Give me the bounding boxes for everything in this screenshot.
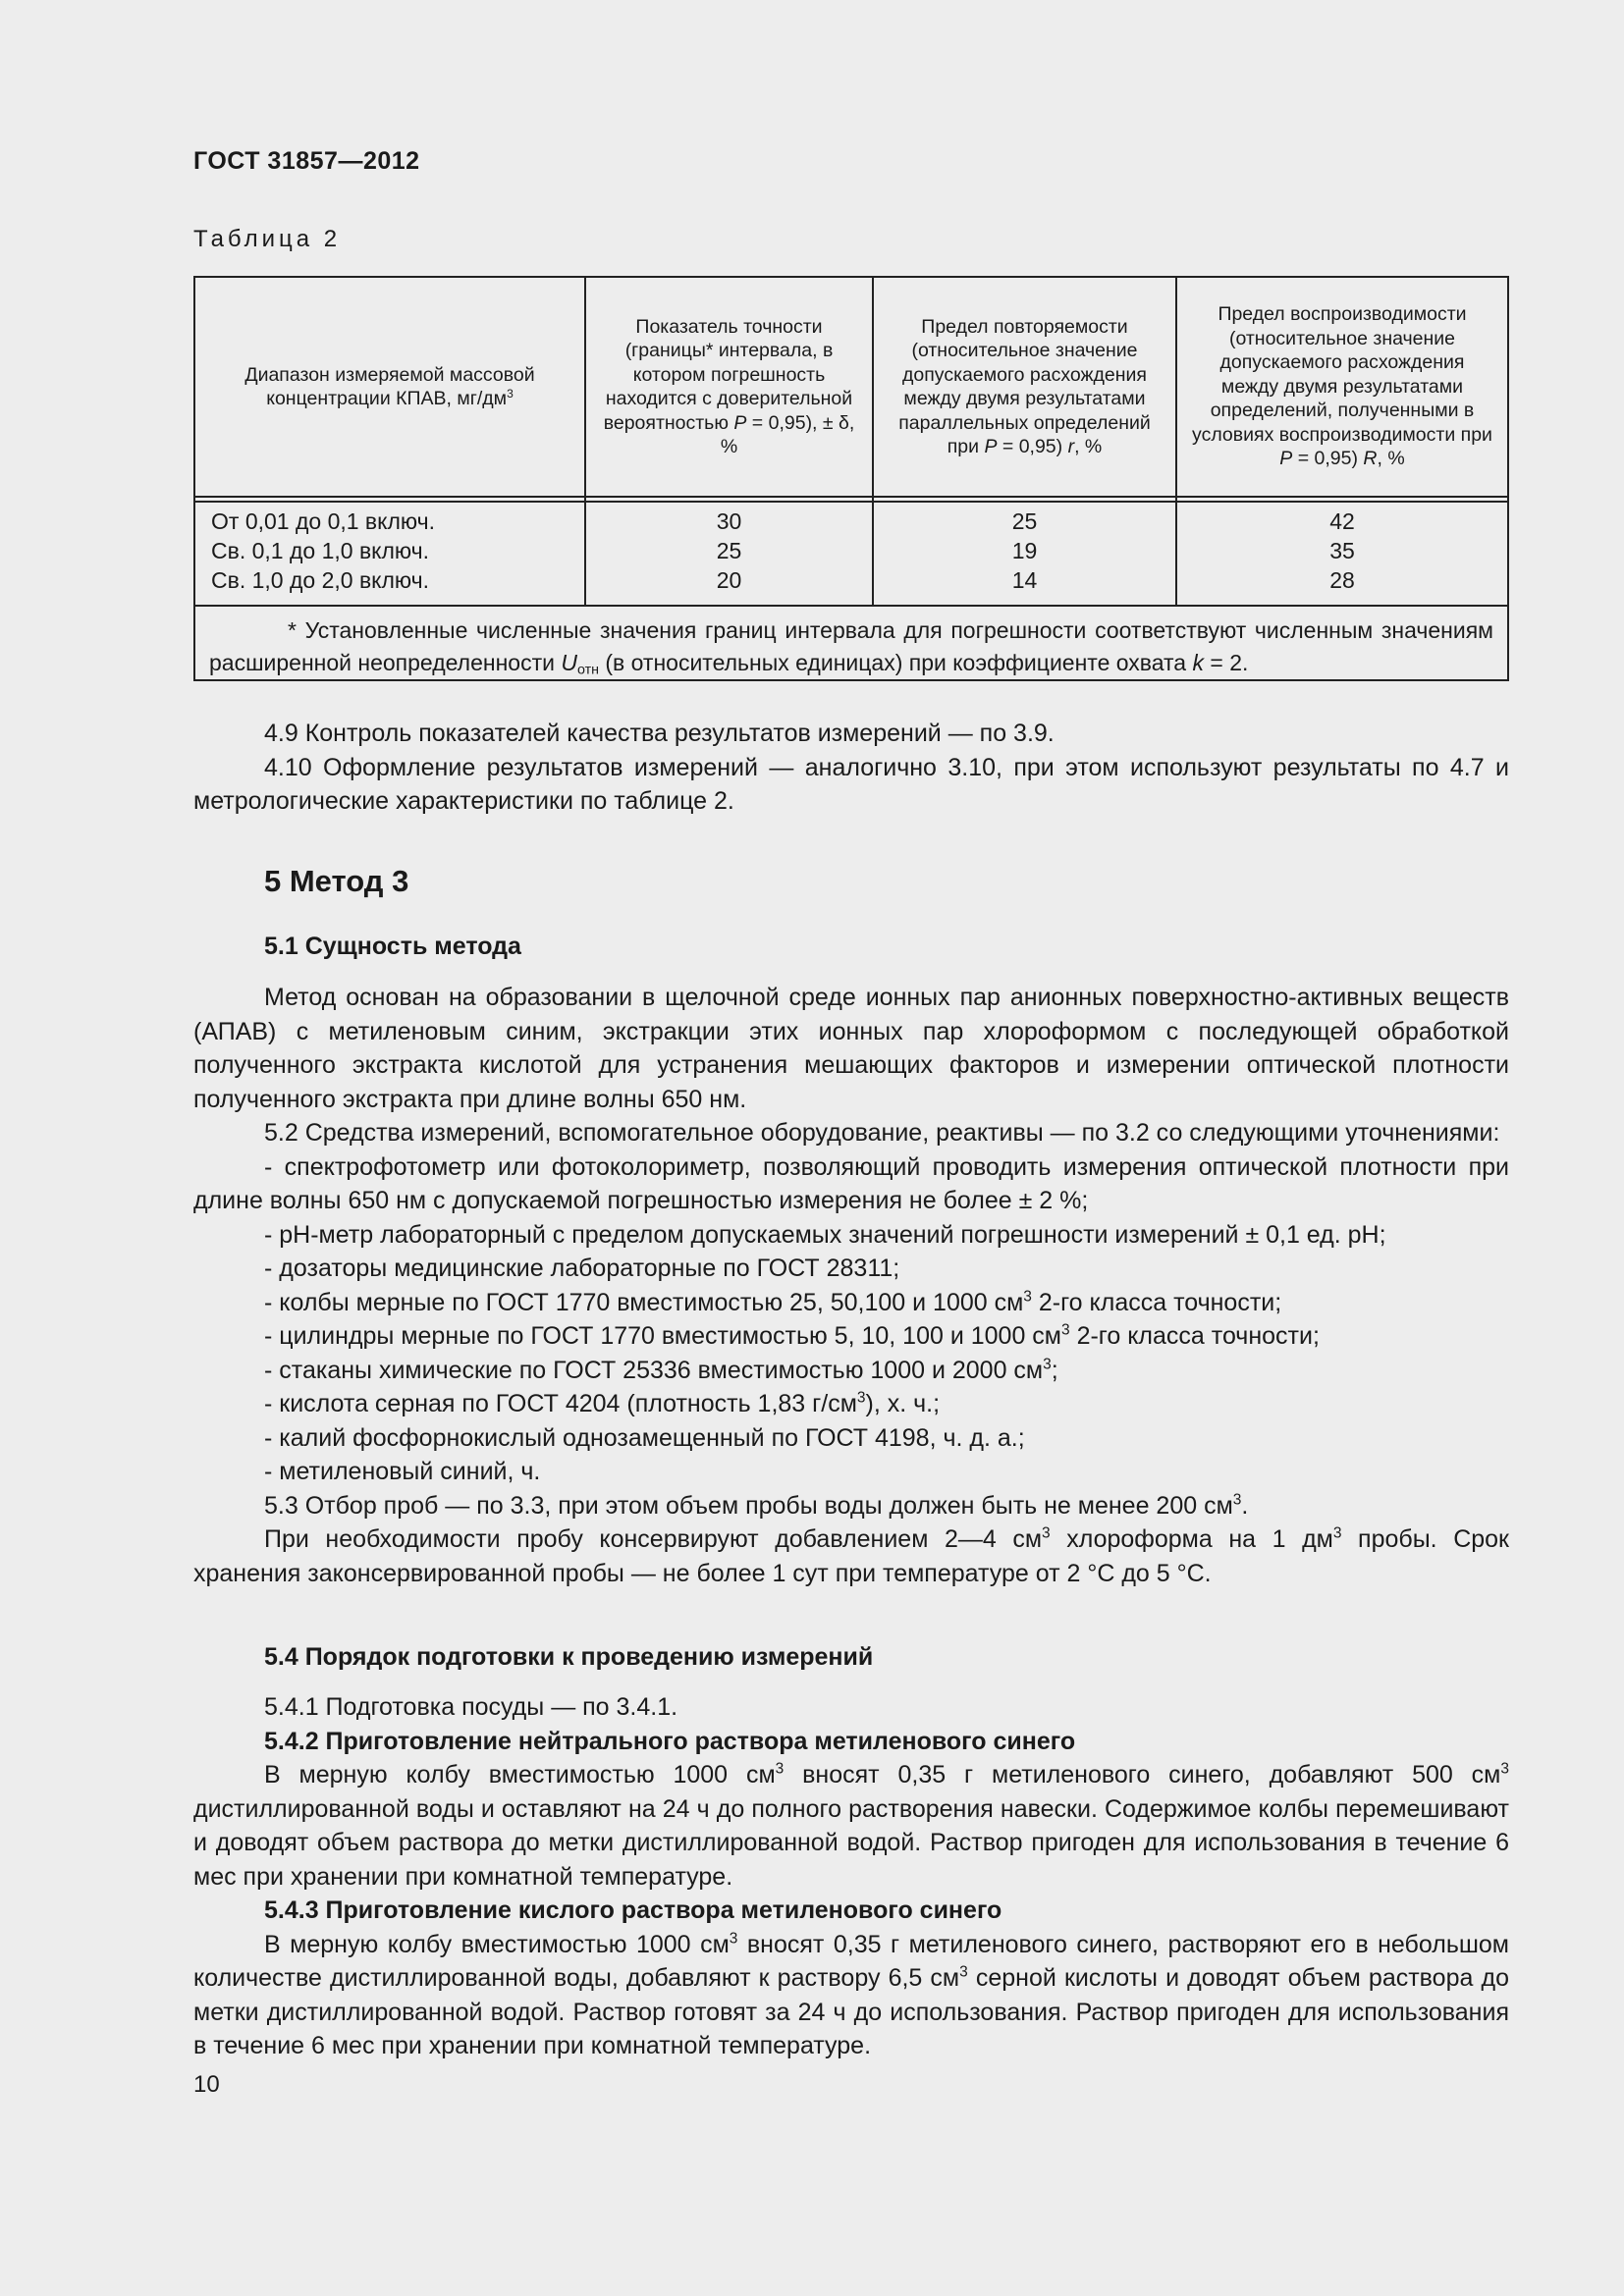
list-item: - кислота серная по ГОСТ 4204 (плотность 1,83 $г/см^3$), х. ч.;	[264, 1389, 941, 1417]
paragraph-conservation: При необходимости пробу консервируют добавлением 2—4 $см^3$ хлороформа на 1 $дм^3$ пробы. Срок хранения законсервированной пробы — не более 1 сут при температуре от 2 °С до 5 °С.	[193, 1524, 1509, 1587]
table-cell: 28	[1329, 567, 1355, 593]
table-cell: 25	[1011, 508, 1038, 534]
list-item: - цилиндры мерные по ГОСТ 1770 вместимостью 5, 10, 100 и 1000 $см^3$ 2-го класса точности;	[264, 1321, 1320, 1350]
page-number: 10	[193, 2071, 220, 2098]
paragraph-5-3: 5.3 Отбор проб — по 3.3, при этом объем пробы воды должен быть не менее 200 $см^3$.	[264, 1491, 1249, 1520]
range-column	[195, 501, 584, 605]
header-range: Диапазон измеряемой массовой концентрации КПАВ, $мг/дм^3$	[244, 363, 535, 409]
paragraph-4-10: 4.10 Оформление результатов измерений — аналогично 3.10, при этом используют результаты по 4.7 и метрологические характеристики по таблице 2.	[193, 753, 1509, 815]
header-reproducibility: Предел воспроизводимости (относительное значение допускаемого расхождения между двумя результатами определений, полученными в условиях воспроизводимости при P = 0,95) R, %	[1192, 303, 1492, 470]
paragraph-5-4-2: В мерную колбу вместимостью 1000 $см^3$ вносят 0,35 г метиленового синего, добавляют 500 $см^3$ дистиллированной воды и оставляют на 24 ч до полного растворения навески. Содержимое колбы перемешивают и доводят объем раствора до метки дистиллированной водой. Раствор пригоден для использования в течение 6 мес при хранении при комнатной температуре.	[193, 1760, 1509, 1891]
list-item: - калий фосфорнокислый однозамещенный по ГОСТ 4198, ч. д. а.;	[264, 1423, 1025, 1452]
paragraph-5-4-1: 5.4.1 Подготовка посуды — по 3.4.1.	[264, 1693, 678, 1721]
table-cell: 19	[1011, 538, 1038, 563]
table-footnote: * Установленные численные значения границ интервала для погрешности соответствуют численным значениям расширенной неопределенности $U_{отн}$ (в относительных единицах) при коэффициенте охвата k = 2.	[209, 617, 1493, 678]
list-item: - колбы мерные по ГОСТ 1770 вместимостью 25, 50,100 и 1000 $см^3$ 2-го класса точности;	[264, 1288, 1282, 1316]
paragraph-4-9: 4.9 Контроль показателей качества результатов измерений — по 3.9.	[264, 720, 1055, 747]
table-divider	[195, 496, 1507, 498]
table-cell: 25	[716, 538, 742, 563]
section-5-4-body	[193, 1690, 1509, 2063]
reproducibility-column	[1177, 501, 1507, 605]
list-item: - метиленовый синий, ч.	[264, 1458, 541, 1485]
table-cell: 42	[1329, 508, 1355, 534]
table-cell: От 0,01 до 0,1 включ.	[211, 508, 436, 534]
document-header: ГОСТ 31857—2012	[193, 147, 420, 175]
section-4-end	[193, 717, 1509, 819]
subsection-5-4-3-heading: 5.4.3 Приготовление кислого раствора метиленового синего	[264, 1896, 1002, 1924]
paragraph-5-1: Метод основан на образовании в щелочной среде ионных пар анионных поверхностно-активных веществ (АПАВ) с метиленовым синим, экстракции этих ионных пар хлороформом с последующей обработкой полученного экстракта кислотой для устранения мешающих факторов и измерении оптической плотности полученного экстракта при длине волны 650 нм.	[193, 984, 1509, 1113]
list-item: - дозаторы медицинские лабораторные по ГОСТ 28311;	[264, 1255, 900, 1282]
table-cell: Св. 1,0 до 2,0 включ.	[211, 567, 430, 593]
table-cell: 35	[1329, 538, 1355, 563]
table-cell: 30	[716, 508, 742, 534]
section-5-heading: 5 Метод 3	[264, 864, 409, 898]
table-cell: 20	[716, 567, 742, 593]
paragraph-5-4-3: В мерную колбу вместимостью 1000 $см^3$ вносят 0,35 г метиленового синего, растворяют его в небольшом количестве дистиллированной воды, добавляют к раствору 6,5 $см^3$ серной кислоты и доводят объем раствора до метки дистиллированной водой. Раствор готовят за 24 ч до использования. Раствор пригоден для использования в течение 6 мес при хранении при комнатной температуре.	[193, 1930, 1509, 2059]
header-repeatability: Предел повторяемости (относительное значение допускаемого расхождения между двумя результатами параллельных определений при P = 0,95) r, %	[898, 315, 1151, 457]
table-caption: Таблица 2	[193, 226, 342, 252]
repeatability-column	[874, 501, 1175, 605]
metrology-table	[193, 276, 1509, 681]
table-cell: 14	[1011, 567, 1038, 593]
table-cell: Св. 0,1 до 1,0 включ.	[211, 538, 430, 563]
list-item: - стаканы химические по ГОСТ 25336 вместимостью 1000 и 2000 $см^3$;	[264, 1356, 1058, 1384]
section-5-1-heading: 5.1 Сущность метода	[264, 933, 521, 960]
list-item: - спектрофотометр или фотоколориметр, позволяющий проводить измерения оптической плотности при длине волны 650 нм с допускаемой погрешностью измерения не более ± 2 %;	[193, 1152, 1509, 1214]
section-5-4-heading: 5.4 Порядок подготовки к проведению измерений	[264, 1643, 874, 1671]
subsection-5-4-2-heading: 5.4.2 Приготовление нейтрального раствора метиленового синего	[264, 1727, 1076, 1755]
accuracy-column	[586, 501, 872, 605]
header-accuracy: Показатель точности (границы* интервала, в котором погрешность находится с доверительной вероятностью P = 0,95), ± δ, %	[603, 315, 855, 457]
list-item: - pH-метр лабораторный с пределом допускаемых значений погрешности измерений ± 0,1 ед. pH;	[264, 1220, 1386, 1249]
table-divider	[195, 605, 1507, 607]
section-5-body	[193, 981, 1509, 1590]
paragraph-5-2: 5.2 Средства измерений, вспомогательное оборудование, реактивы — по 3.2 со следующими уточнениями:	[264, 1119, 1500, 1147]
